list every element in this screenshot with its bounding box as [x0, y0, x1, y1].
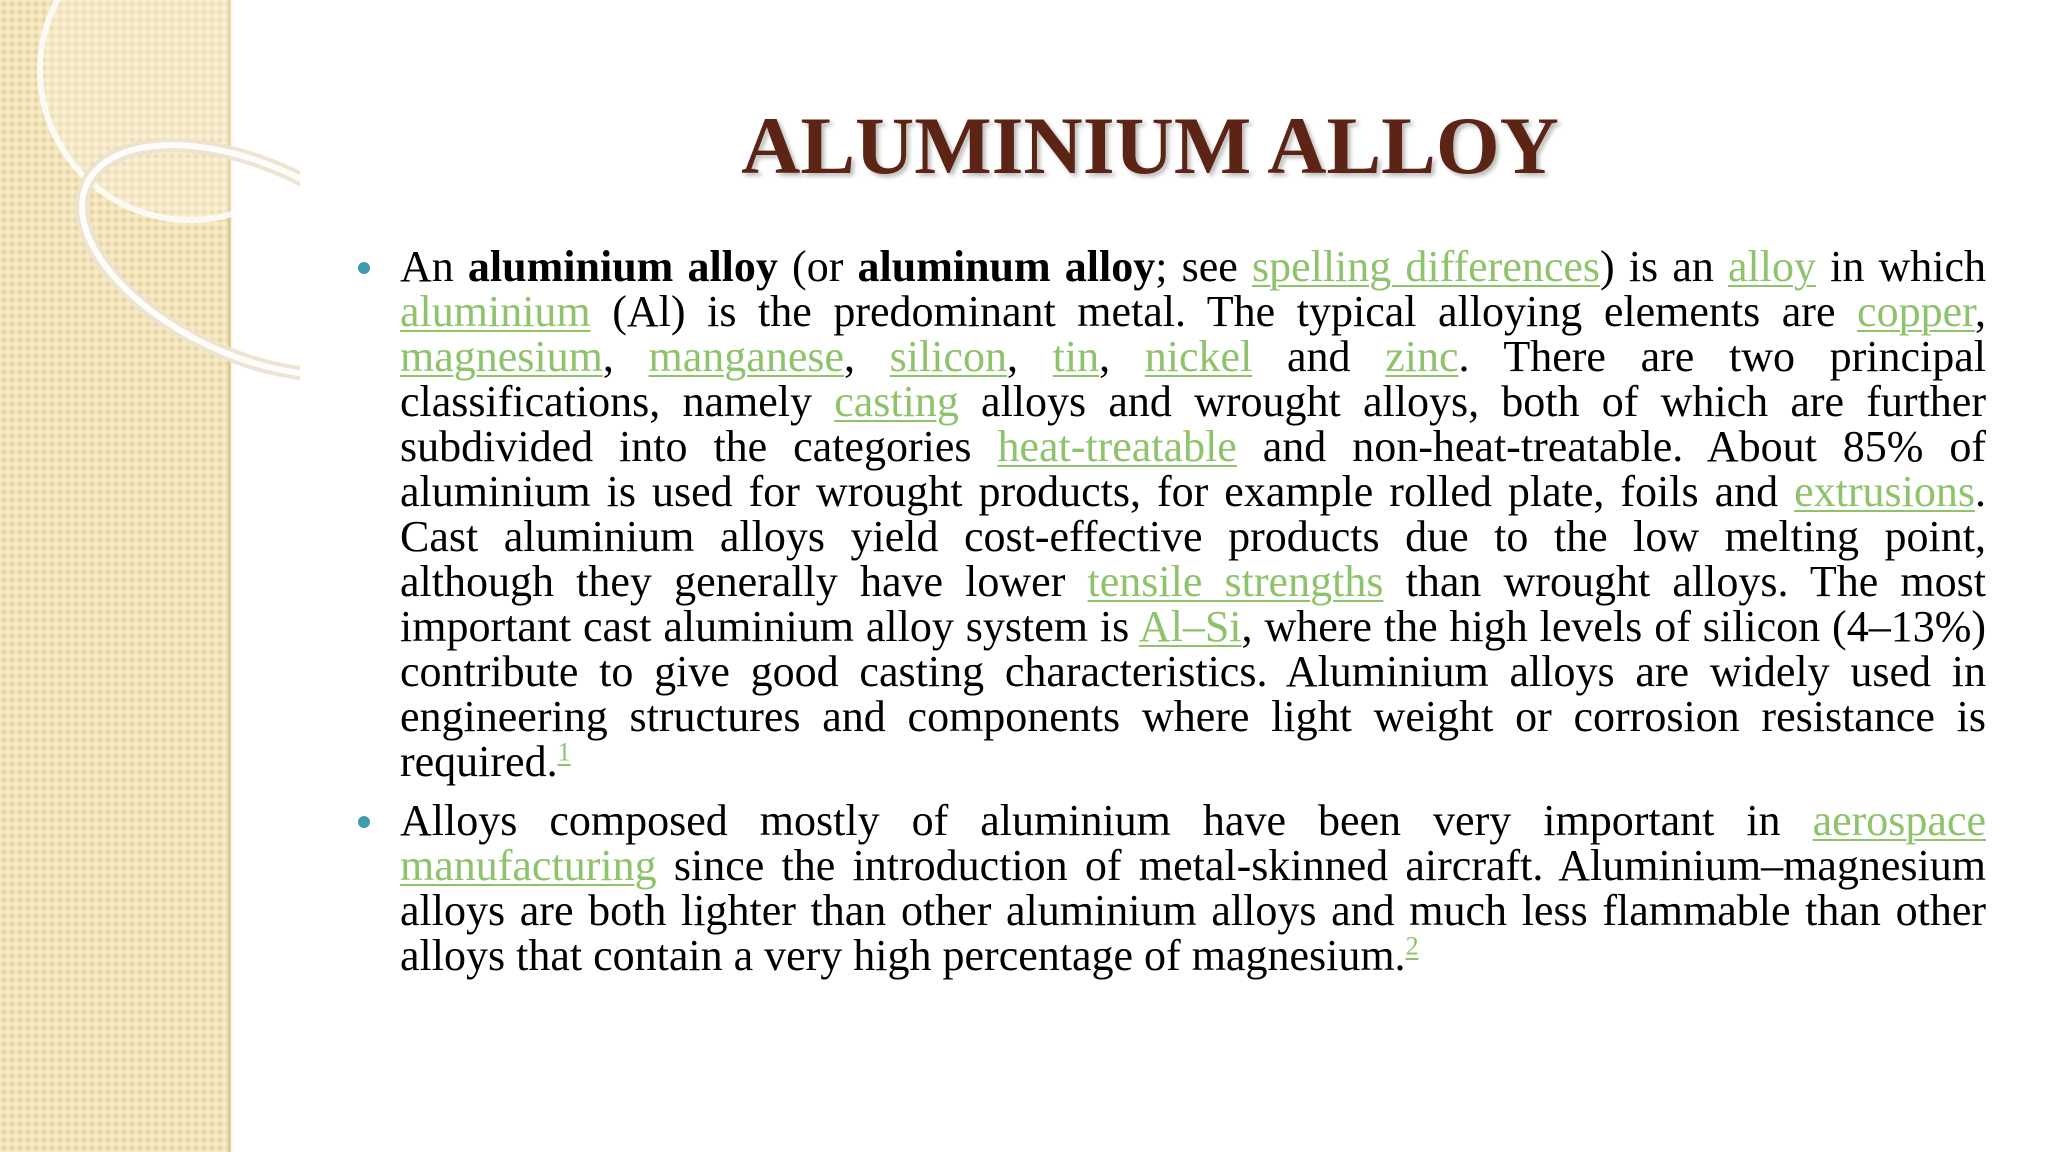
text: . Cast aluminium alloys yield cost-effective products due to the low melting point, although they generally have lower	[400, 467, 1986, 606]
text: and	[1252, 332, 1386, 381]
text: , where the high levels of silicon (4–13%) contribute to give good casting characteristics. Aluminium alloys are widely used in engineering structures and components where light weight or corrosion resistance is required.	[400, 602, 1987, 786]
bold-term: aluminium alloy	[467, 242, 778, 291]
text: ,	[1099, 332, 1145, 381]
link-silicon[interactable]: silicon	[889, 332, 1007, 381]
link-alloy[interactable]: alloy	[1728, 242, 1816, 291]
text: in which	[1815, 242, 1987, 291]
bullet-dot-icon	[358, 816, 370, 828]
text: alloys and wrought alloys, both of which are further subdivided into the categories	[400, 377, 1986, 471]
side-band-shadow	[228, 0, 234, 1152]
link-heat-treatable[interactable]: heat-treatable	[997, 422, 1237, 471]
link-al-si[interactable]: Al–Si	[1138, 602, 1242, 651]
link-copper[interactable]: copper	[1857, 287, 1975, 336]
bold-term: aluminum alloy	[857, 242, 1156, 291]
text: (or	[777, 242, 858, 291]
link-aerospace-manufacturing[interactable]: aerospace manufacturing	[400, 796, 1986, 890]
reference-link-1[interactable]: 1	[557, 737, 571, 767]
bullet-item-definition	[352, 244, 1986, 784]
text: . There are two principal classifications, namely	[400, 332, 1987, 426]
text: ; see	[1155, 242, 1252, 291]
link-spelling-differences[interactable]: spelling differences	[1251, 242, 1601, 291]
link-tensile-strengths[interactable]: tensile strengths	[1087, 557, 1384, 606]
link-nickel[interactable]: nickel	[1144, 332, 1253, 381]
bullet-item-aerospace	[352, 798, 1986, 978]
link-aluminium[interactable]: aluminium	[400, 287, 591, 336]
bullet-dot-icon	[358, 262, 370, 274]
text: (Al) is the predominant metal. The typical alloying elements are	[590, 287, 1858, 336]
text: ,	[844, 332, 890, 381]
text: ) is an	[1600, 242, 1728, 291]
text: than wrought alloys. The most important cast aluminium alloy system is	[400, 557, 1986, 651]
decorative-side-band	[0, 0, 231, 1152]
bullet-list	[352, 244, 1986, 992]
link-extrusions[interactable]: extrusions	[1794, 467, 1975, 516]
text: ,	[1975, 287, 1986, 336]
text: An	[400, 242, 468, 291]
text: ,	[602, 332, 649, 381]
text: Alloys composed mostly of aluminium have been very important in	[400, 796, 1813, 845]
page-title: ALUMINIUM ALLOY	[741, 100, 1559, 191]
link-zinc[interactable]: zinc	[1385, 332, 1459, 381]
text: ,	[1007, 332, 1053, 381]
text: since the introduction of metal-skinned aircraft. Aluminium–magnesium alloys are both lighter than other aluminium alloys and much less flammable than other alloys that contain a very high percentage of magnesium.	[400, 841, 1986, 980]
link-manganese[interactable]: manganese	[648, 332, 844, 381]
text: and non-heat-treatable. About 85% of aluminium is used for wrought products, for example rolled plate, foils and	[400, 422, 1986, 516]
link-tin[interactable]: tin	[1052, 332, 1100, 381]
reference-link-2[interactable]: 2	[1405, 931, 1419, 961]
link-magnesium[interactable]: magnesium	[400, 332, 603, 381]
link-casting[interactable]: casting	[834, 377, 959, 426]
